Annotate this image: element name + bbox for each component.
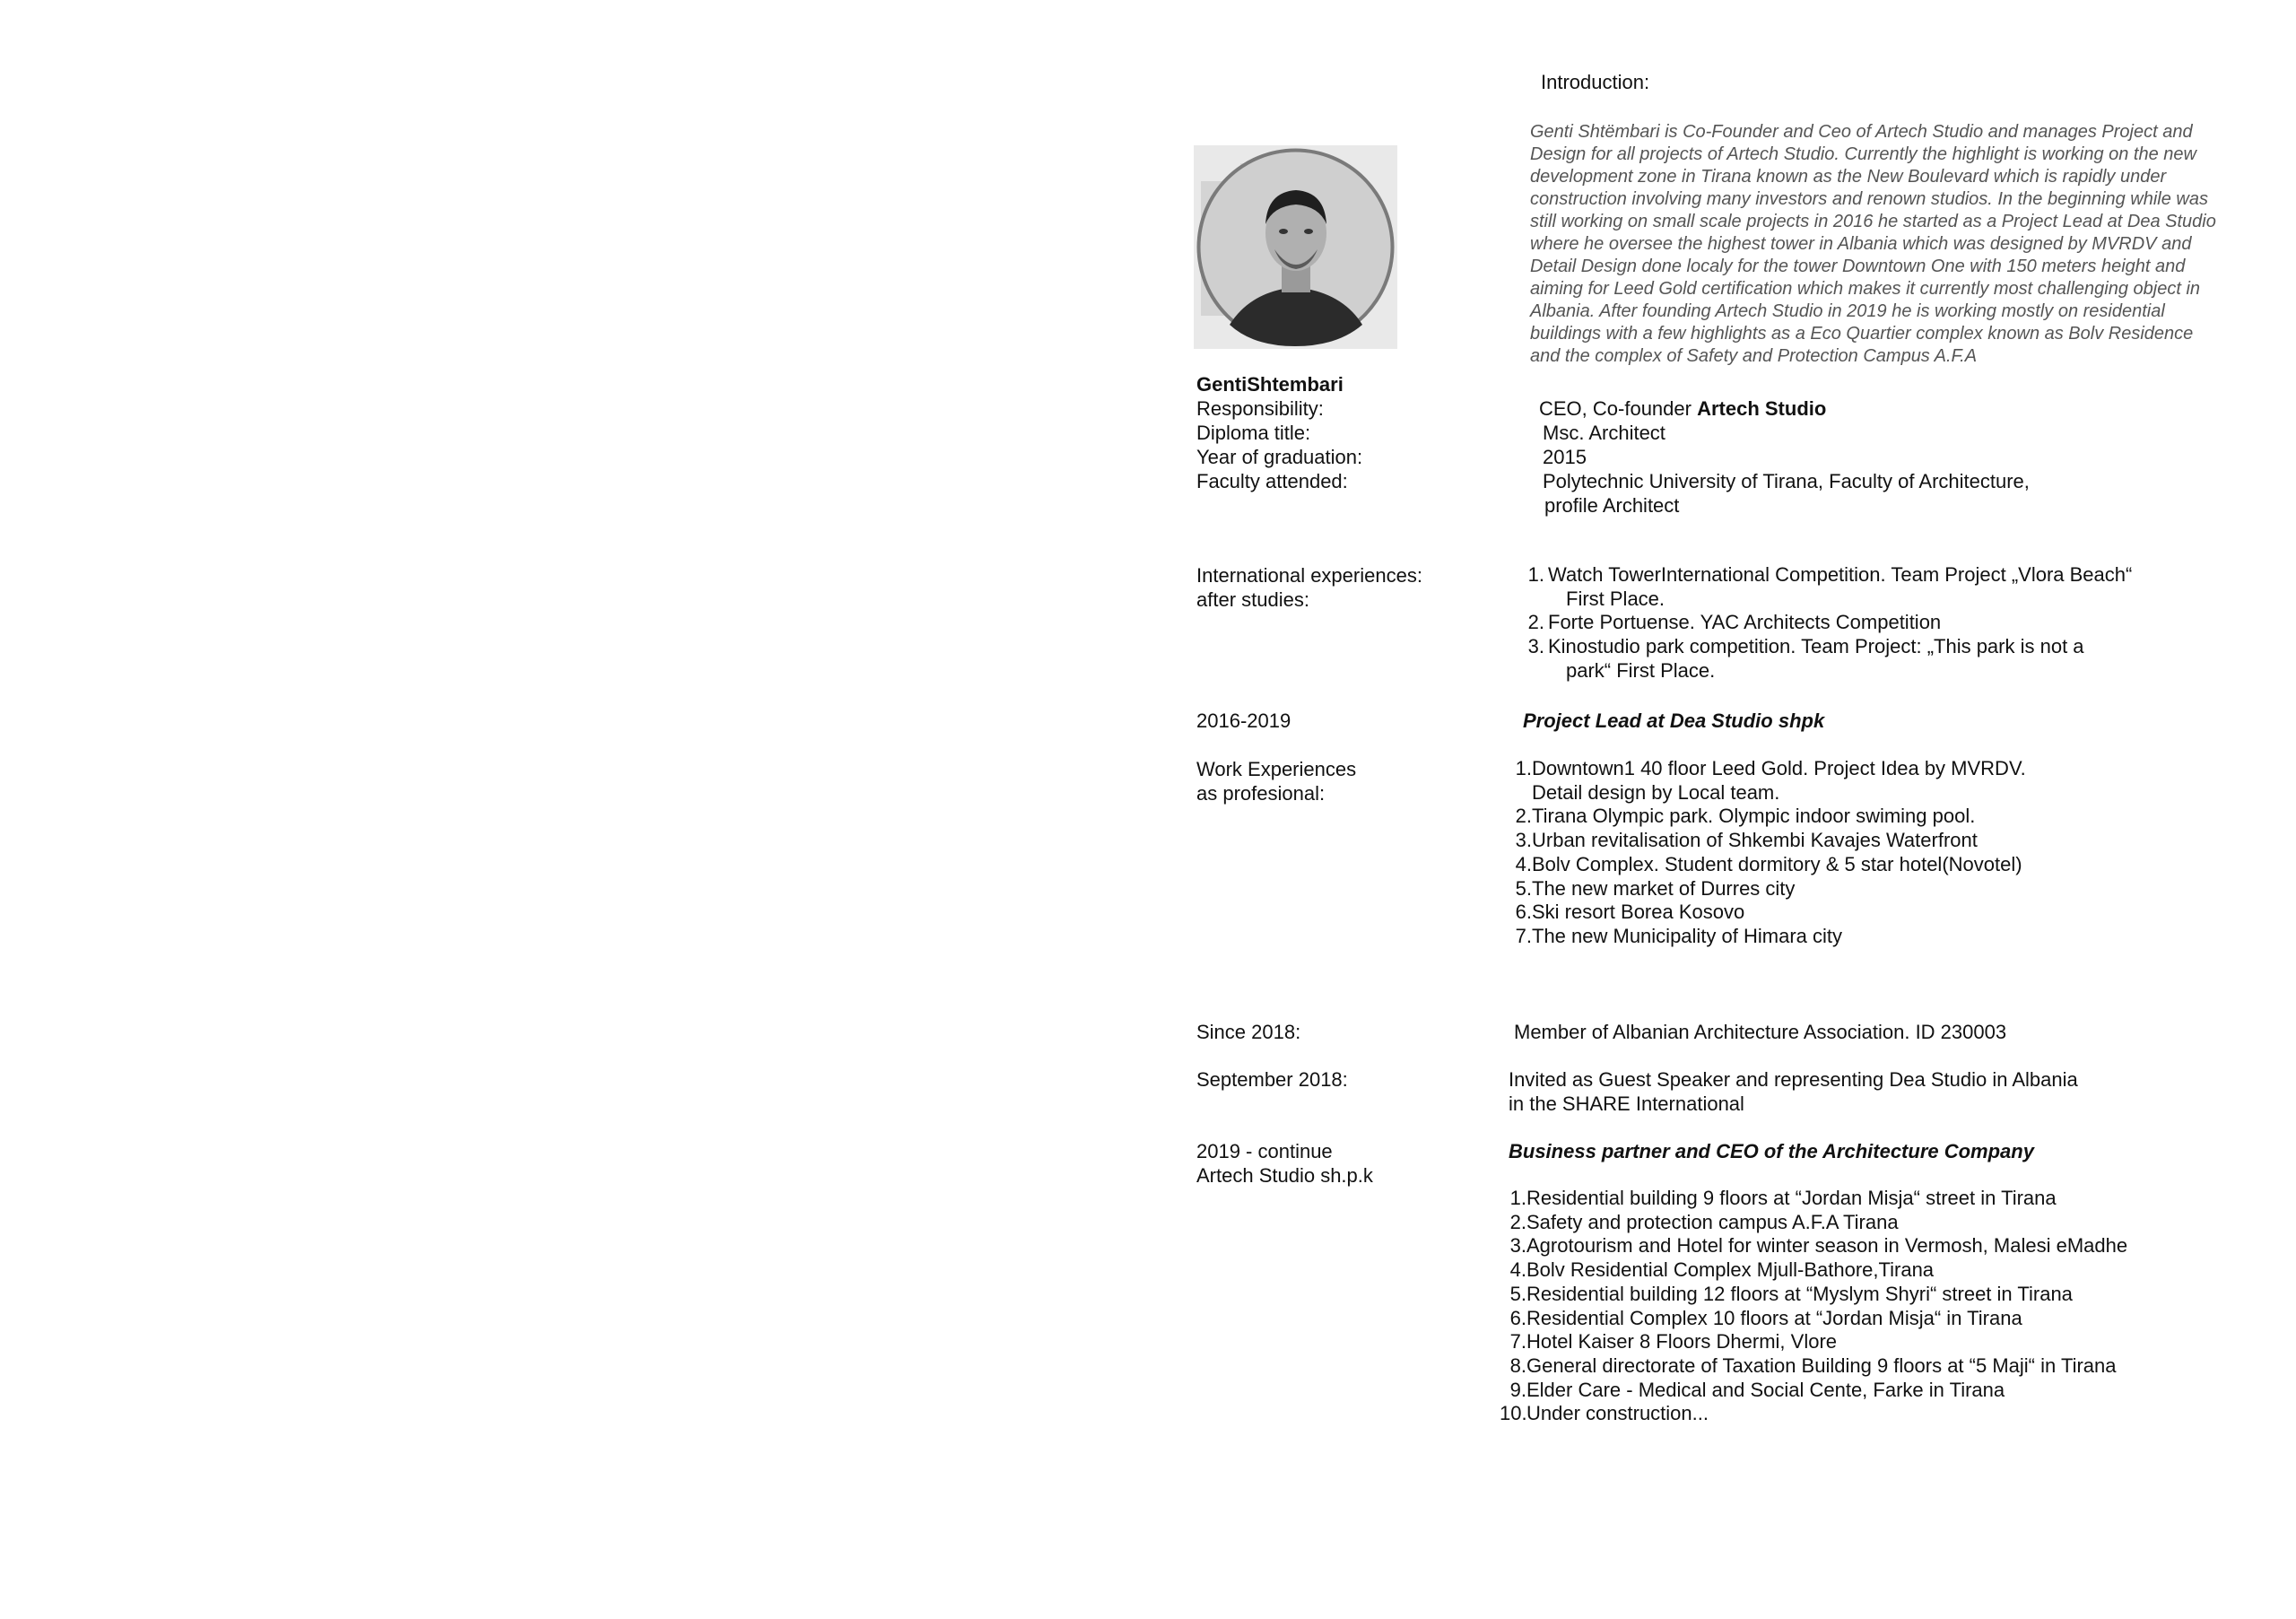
list-item (1500, 1234, 2127, 1258)
faculty-value-line1: Polytechnic University of Tirana, Faculty of Architecture, (1543, 470, 2030, 492)
graduation-value: 2015 (1543, 446, 1587, 468)
responsibility-company: Artech Studio (1697, 397, 1827, 420)
september-label: September 2018: (1196, 1068, 1348, 1091)
list-item-number: 5. (1515, 876, 1532, 900)
list-item-number: 7. (1509, 1330, 1526, 1354)
responsibility-role: CEO, Co-founder (1539, 397, 1698, 420)
introduction-line: Genti Shtëmbari is Co-Founder and Ceo of Artech Studio and manages Project and (1530, 122, 2193, 142)
list-item-number: 2. (1509, 1210, 1526, 1233)
list-item-text: Safety and protection campus A.F.A Tirana (1526, 1210, 1899, 1233)
profile-photo (1194, 145, 1397, 349)
list-item-text: Bolv Residential Complex Mjull-Bathore,Tirana (1526, 1258, 1935, 1282)
list-item-text: Tirana Olympic park. Olympic indoor swiming pool. (1532, 805, 1976, 828)
list-item-number: 3. (1527, 635, 1544, 658)
international-label: International experiences: (1196, 564, 1422, 587)
list-item-text: The new Municipality of Himara city (1532, 924, 1843, 947)
list-item-text: Residential building 9 floors at “Jordan Misja“ street in Tirana (1526, 1187, 2057, 1209)
list-item-text: Residential Complex 10 floors at “Jordan Misja“ in Tirana (1526, 1306, 2022, 1329)
dea-years: 2016-2019 (1196, 709, 1292, 732)
introduction-line: aiming for Leed Gold certification which makes it currently most challenging object in (1530, 279, 2201, 299)
introduction-line: and the complex of Safety and Protection Campus A.F.A (1530, 346, 1978, 366)
list-item-number: 3. (1515, 829, 1532, 852)
introduction-line: development zone in Tirana known as the New Boulevard which is rapidly under (1530, 167, 2167, 187)
list-item-text: Elder Care - Medical and Social Cente, Farke in Tirana (1526, 1378, 2005, 1401)
artech-company: Artech Studio sh.p.k (1196, 1164, 1373, 1187)
list-item-number: 2. (1527, 611, 1544, 634)
list-item (1500, 1187, 2127, 1211)
list-item (1514, 829, 2026, 853)
responsibility-value (1539, 396, 1826, 421)
list-item-text: Residential building 12 floors at “Myslym Shyri“ street in Tirana (1526, 1282, 2073, 1305)
list-item-number: 4. (1509, 1258, 1526, 1282)
september-value-line2: in the SHARE International (1509, 1092, 1744, 1115)
list-item (1525, 563, 2132, 611)
faculty-label: Faculty attended: (1196, 470, 1348, 492)
list-item-text: Agrotourism and Hotel for winter season in Vermosh, Malesi eMadhe (1526, 1234, 2128, 1258)
graduation-label: Year of graduation: (1196, 446, 1363, 468)
list-item-text: Bolv Complex. Student dormitory & 5 star hotel(Novotel) (1532, 852, 2022, 875)
introduction-line: Detail Design done localy for the tower Downtown One with 150 meters height and (1530, 257, 2186, 276)
list-item-text: park“ First Place. (1566, 658, 1716, 682)
introduction-line: Design for all projects of Artech Studio. Currently the highlight is working on the new (1530, 144, 2196, 164)
list-item (1500, 1258, 2127, 1283)
artech-title: Business partner and CEO of the Architecture Company (1509, 1140, 2034, 1162)
introduction-line: where he oversee the highest tower in Albania which was designed by MVRDV and (1530, 234, 2192, 254)
list-item (1500, 1379, 2127, 1403)
introduction-line: still working on small scale projects in 2016 he started as a Project Lead at Dea Studio (1530, 212, 2216, 231)
introduction-line: construction involving many investors and renown studios. In the beginning while was (1530, 189, 2208, 209)
list-item-text: Forte Portuense. YAC Architects Competition (1548, 611, 1942, 634)
list-item-text: Under construction... (1526, 1402, 1709, 1425)
faculty-value-line2: profile Architect (1544, 494, 1680, 517)
list-item-number: 10. (1500, 1402, 1527, 1425)
work-label: Work Experiences (1196, 758, 1357, 780)
list-item-text: Hotel Kaiser 8 Floors Dhermi, Vlore (1526, 1330, 1838, 1354)
list-item-text: First Place. (1566, 587, 1665, 610)
list-item (1525, 635, 2132, 683)
list-item-number: 6. (1515, 901, 1532, 924)
list-item-number: 4. (1515, 852, 1532, 875)
list-item-number: 6. (1509, 1306, 1526, 1329)
international-sublabel: after studies: (1196, 588, 1309, 611)
since-value: Member of Albanian Architecture Association. ID 230003 (1514, 1021, 2007, 1043)
list-item-number: 1. (1515, 757, 1532, 779)
list-item-number: 5. (1509, 1282, 1526, 1305)
list-item-text: Downtown1 40 floor Leed Gold. Project Idea by MVRDV. (1532, 757, 2026, 779)
list-item (1500, 1354, 2127, 1379)
list-item (1514, 925, 2026, 949)
responsibility-label: Responsibility: (1196, 397, 1324, 420)
artech-years: 2019 - continue (1196, 1140, 1333, 1162)
artech-projects-list (1500, 1187, 2127, 1426)
introduction-text (1530, 121, 2266, 368)
list-item-number: 1. (1509, 1187, 1526, 1209)
september-value-line1: Invited as Guest Speaker and representing Dea Studio in Albania (1509, 1068, 2078, 1091)
list-item (1514, 877, 2026, 901)
portrait-image (1194, 145, 1397, 349)
list-item (1500, 1402, 2127, 1426)
list-item-number: 3. (1509, 1234, 1526, 1258)
introduction-heading: Introduction: (1541, 71, 1650, 93)
list-item (1500, 1307, 2127, 1331)
introduction-line: Albania. After founding Artech Studio in 2019 he is working mostly on residential (1530, 301, 2165, 321)
list-item (1514, 901, 2026, 925)
list-item-number: 1. (1527, 563, 1544, 586)
list-item (1500, 1283, 2127, 1307)
list-item (1514, 757, 2026, 805)
list-item-text: General directorate of Taxation Building 9 floors at “5 Maji“ in Tirana (1526, 1354, 2117, 1377)
list-item-number: 2. (1515, 805, 1532, 828)
list-item (1514, 805, 2026, 829)
list-item (1500, 1211, 2127, 1235)
list-item-text: Ski resort Borea Kosovo (1532, 901, 1745, 924)
introduction-line: buildings with a few highlights as a Eco Quartier complex known as Bolv Residence (1530, 324, 2194, 344)
dea-projects-list (1514, 757, 2026, 949)
diploma-label: Diploma title: (1196, 422, 1311, 444)
work-sublabel: as profesional: (1196, 782, 1326, 805)
list-item-number: 9. (1509, 1378, 1526, 1401)
dea-title: Project Lead at Dea Studio shpk (1523, 709, 1825, 732)
person-name: GentiShtembari (1196, 373, 1344, 396)
list-item (1500, 1330, 2127, 1354)
since-label: Since 2018: (1196, 1021, 1301, 1043)
list-item-text: Urban revitalisation of Shkembi Kavajes Waterfront (1532, 829, 1978, 852)
list-item-number: 7. (1515, 924, 1532, 947)
list-item-text: Detail design by Local team. (1532, 780, 1780, 804)
list-item-text: The new market of Durres city (1532, 876, 1796, 900)
list-item (1514, 853, 2026, 877)
list-item-number: 8. (1509, 1354, 1526, 1377)
list-item (1525, 611, 2132, 635)
diploma-value: Msc. Architect (1543, 422, 1665, 444)
list-item-text: Watch TowerInternational Competition. Team Project „Vlora Beach“ (1548, 563, 2133, 586)
list-item-text: Kinostudio park competition. Team Project: „This park is not a (1548, 635, 2084, 658)
international-list (1525, 563, 2132, 683)
